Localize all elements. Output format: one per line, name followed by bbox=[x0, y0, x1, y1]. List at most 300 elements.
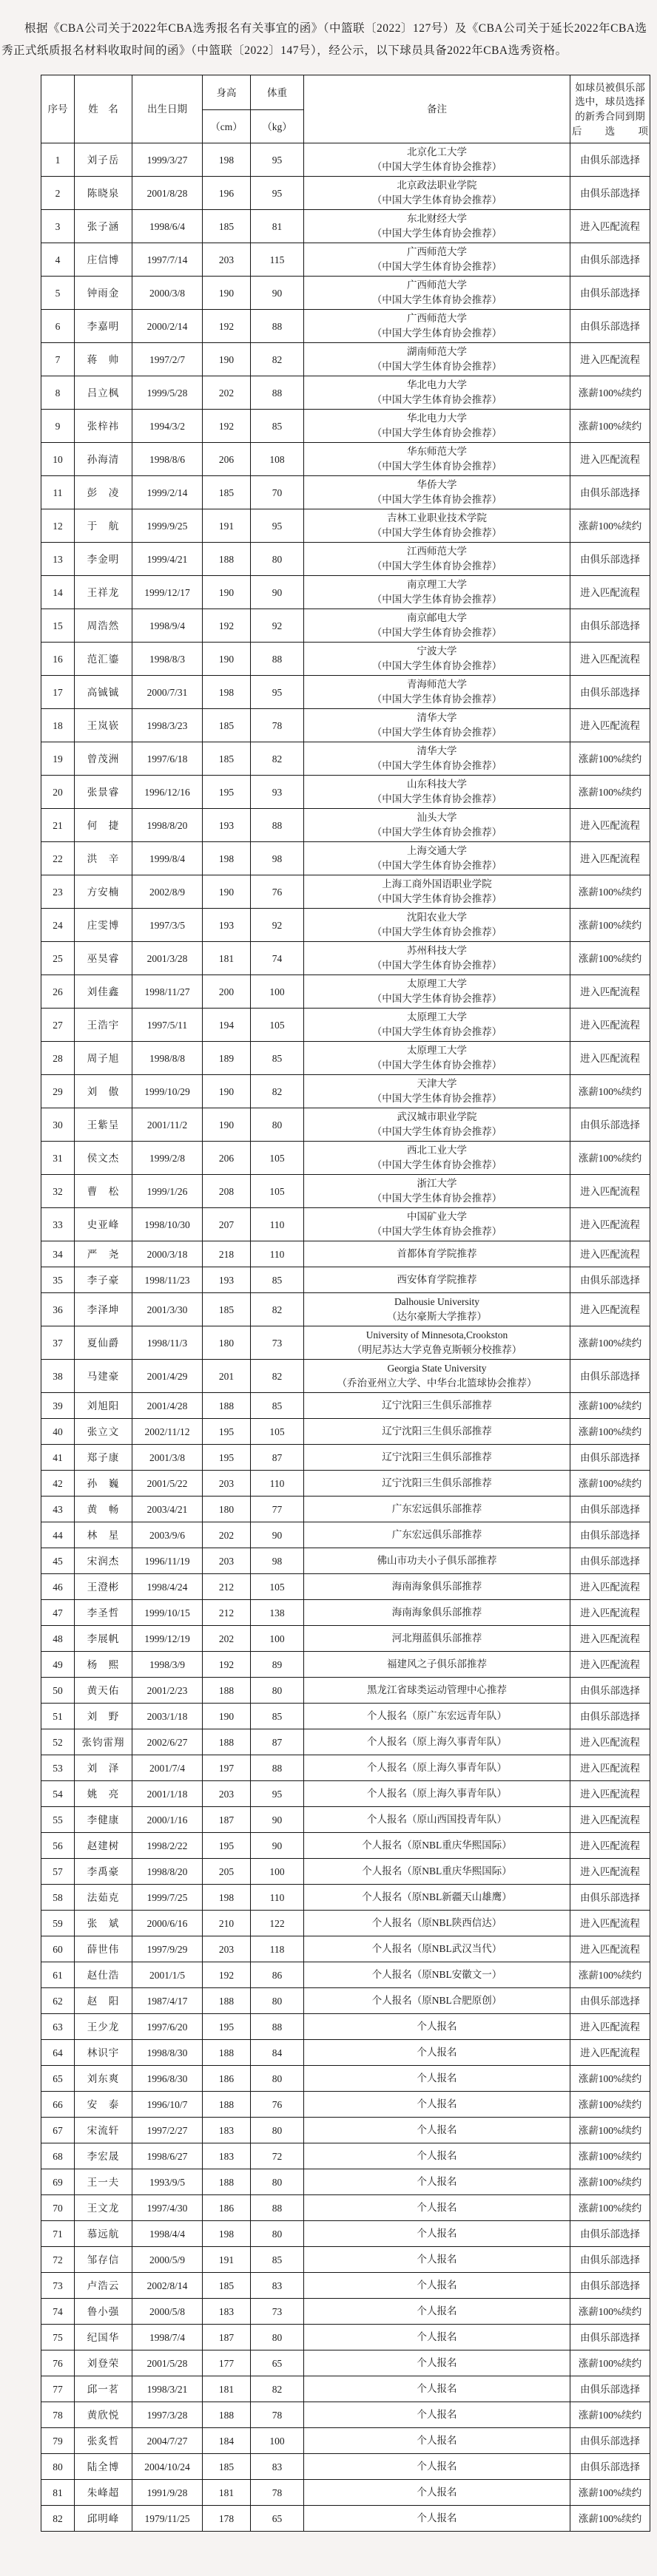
cell-weight: 98 bbox=[251, 842, 304, 875]
cell-no: 64 bbox=[41, 2040, 75, 2066]
cell-name: 夏仙爵 bbox=[75, 1326, 132, 1360]
cell-remark bbox=[304, 1600, 570, 1626]
table-row bbox=[41, 709, 650, 742]
table-row bbox=[41, 2506, 650, 2532]
cell-weight: 85 bbox=[251, 1267, 304, 1293]
cell-birth: 1997/6/20 bbox=[132, 2014, 203, 2040]
remark-line: 太原理工大学 bbox=[407, 1045, 467, 1057]
remark-line: 南京邮电大学 bbox=[407, 612, 467, 624]
cell-name: 王岚嵚 bbox=[75, 709, 132, 742]
cell-height: 210 bbox=[203, 1911, 251, 1936]
cell-weight: 82 bbox=[251, 1293, 304, 1326]
cell-birth: 1998/10/30 bbox=[132, 1208, 203, 1241]
cell-name: 孙 巍 bbox=[75, 1471, 132, 1497]
table-row bbox=[41, 909, 650, 942]
remark-line: 汕头大学 bbox=[417, 812, 457, 824]
table-row bbox=[41, 543, 650, 576]
cell-no: 32 bbox=[41, 1175, 75, 1208]
remark-line: （中国大学生体育协会推荐） bbox=[371, 294, 502, 306]
remark-line: （中国大学生体育协会推荐） bbox=[371, 760, 502, 772]
cell-birth: 2004/7/27 bbox=[132, 2428, 203, 2454]
cell-weight: 77 bbox=[251, 1497, 304, 1522]
cell-birth: 1996/10/7 bbox=[132, 2092, 203, 2118]
cell-birth: 1997/2/27 bbox=[132, 2118, 203, 2143]
cell-birth: 1998/8/8 bbox=[132, 1042, 203, 1075]
cell-name: 薛世伟 bbox=[75, 1936, 132, 1962]
cell-remark bbox=[304, 2350, 570, 2376]
cell-remark bbox=[304, 2299, 570, 2325]
cell-option: 涨薪100%续约 bbox=[570, 1326, 650, 1360]
cell-weight: 88 bbox=[251, 2014, 304, 2040]
cell-weight: 105 bbox=[251, 1574, 304, 1600]
remark-line: （中国大学生体育协会推荐） bbox=[371, 361, 502, 373]
cell-no: 77 bbox=[41, 2376, 75, 2402]
remark-line: 个人报名 bbox=[417, 2487, 457, 2498]
cell-no: 56 bbox=[41, 1833, 75, 1859]
cell-option: 由俱乐部选择 bbox=[570, 2376, 650, 2402]
remark-line: 个人报名（原NBL新疆天山雄鹰） bbox=[362, 1891, 512, 1903]
cell-remark bbox=[304, 1393, 570, 1419]
cell-name: 法茹克 bbox=[75, 1885, 132, 1911]
cell-remark bbox=[304, 643, 570, 676]
cell-weight: 122 bbox=[251, 1911, 304, 1936]
cell-height: 188 bbox=[203, 1729, 251, 1755]
cell-name: 宋流轩 bbox=[75, 2118, 132, 2143]
remark-line: 个人报名 bbox=[417, 2383, 457, 2395]
remark-line: 华东师范大学 bbox=[407, 446, 467, 458]
remark-line: （中国大学生体育协会推荐） bbox=[371, 827, 502, 838]
table-row bbox=[41, 1652, 650, 1678]
col-header-height: 身高 bbox=[203, 75, 251, 110]
cell-remark bbox=[304, 1142, 570, 1175]
cell-option: 涨薪100%续约 bbox=[570, 1471, 650, 1497]
table-row bbox=[41, 1142, 650, 1175]
table-row bbox=[41, 1009, 650, 1042]
cell-height: 193 bbox=[203, 809, 251, 842]
cell-birth: 1997/3/5 bbox=[132, 909, 203, 942]
cell-option: 涨薪100%续约 bbox=[570, 2480, 650, 2506]
cell-remark bbox=[304, 2066, 570, 2092]
cell-weight: 80 bbox=[251, 1108, 304, 1142]
cell-remark bbox=[304, 2118, 570, 2143]
cell-option: 进入匹配流程 bbox=[570, 1626, 650, 1652]
table-row bbox=[41, 1678, 650, 1704]
remark-line: 华北电力大学 bbox=[407, 413, 467, 424]
cell-birth: 1998/7/4 bbox=[132, 2325, 203, 2350]
cell-name: 王紫呈 bbox=[75, 1108, 132, 1142]
table-row bbox=[41, 1267, 650, 1293]
cell-option: 由俱乐部选择 bbox=[570, 1678, 650, 1704]
cell-height: 181 bbox=[203, 2480, 251, 2506]
cell-no: 36 bbox=[41, 1293, 75, 1326]
cell-option: 进入匹配流程 bbox=[570, 1729, 650, 1755]
cell-height: 192 bbox=[203, 1962, 251, 1988]
cell-name: 张梓祎 bbox=[75, 410, 132, 443]
cell-remark bbox=[304, 1042, 570, 1075]
cell-weight: 78 bbox=[251, 709, 304, 742]
cell-height: 212 bbox=[203, 1600, 251, 1626]
cell-name: 黄天佑 bbox=[75, 1678, 132, 1704]
cell-birth: 2000/1/16 bbox=[132, 1807, 203, 1833]
cell-name: 高铖铖 bbox=[75, 676, 132, 709]
cell-weight: 110 bbox=[251, 1208, 304, 1241]
cell-weight: 85 bbox=[251, 410, 304, 443]
cell-weight: 85 bbox=[251, 1042, 304, 1075]
cell-height: 188 bbox=[203, 1678, 251, 1704]
remark-line: 青海师范大学 bbox=[407, 679, 467, 691]
intro-paragraph: 根据《CBA公司关于2022年CBA选秀报名有关事宜的函》（中篮联〔2022〕127号）及《CBA公司关于延长2022年CBA选秀正式纸质报名材料收取时间的函》（中篮联〔2022〕147号），经公示，以下球员具备2022年CBA选秀资格。 bbox=[1, 21, 647, 57]
remark-line: 个人报名 bbox=[417, 2098, 457, 2110]
remark-line: 辽宁沈阳三生俱乐部推荐 bbox=[382, 1477, 492, 1489]
cell-height: 185 bbox=[203, 1293, 251, 1326]
cell-option: 进入匹配流程 bbox=[570, 1833, 650, 1859]
cell-birth: 1998/11/3 bbox=[132, 1326, 203, 1360]
cell-option: 进入匹配流程 bbox=[570, 709, 650, 742]
cell-no: 46 bbox=[41, 1574, 75, 1600]
table-row bbox=[41, 742, 650, 776]
cell-option: 进入匹配流程 bbox=[570, 1241, 650, 1267]
cell-remark bbox=[304, 1445, 570, 1471]
table-row bbox=[41, 2273, 650, 2299]
cell-birth: 1999/12/17 bbox=[132, 576, 203, 609]
cell-height: 207 bbox=[203, 1208, 251, 1241]
cell-option: 由俱乐部选择 bbox=[570, 476, 650, 509]
cell-remark bbox=[304, 709, 570, 742]
cell-no: 37 bbox=[41, 1326, 75, 1360]
table-row bbox=[41, 1108, 650, 1142]
cell-option: 进入匹配流程 bbox=[570, 809, 650, 842]
cell-name: 范汇鎏 bbox=[75, 643, 132, 676]
cell-name: 王文龙 bbox=[75, 2195, 132, 2221]
cell-remark bbox=[304, 2376, 570, 2402]
remark-line: 个人报名（原上海久事青年队） bbox=[367, 1736, 507, 1748]
cell-no: 79 bbox=[41, 2428, 75, 2454]
col-header-height-unit: （cm） bbox=[203, 110, 251, 143]
table-row bbox=[41, 1704, 650, 1729]
cell-height: 206 bbox=[203, 1142, 251, 1175]
cell-height: 185 bbox=[203, 210, 251, 243]
cell-birth: 1998/2/22 bbox=[132, 1833, 203, 1859]
remark-line: Dalhousie University bbox=[394, 1296, 480, 1308]
cell-weight: 105 bbox=[251, 1142, 304, 1175]
cell-name: 王少龙 bbox=[75, 2014, 132, 2040]
cell-option: 进入匹配流程 bbox=[570, 1911, 650, 1936]
cell-name: 张子涵 bbox=[75, 210, 132, 243]
cell-height: 188 bbox=[203, 2040, 251, 2066]
cell-height: 185 bbox=[203, 2454, 251, 2480]
remark-line: Georgia State University bbox=[387, 1363, 487, 1375]
cell-birth: 1998/4/24 bbox=[132, 1574, 203, 1600]
cell-height: 203 bbox=[203, 1781, 251, 1807]
cell-remark bbox=[304, 809, 570, 842]
cell-remark bbox=[304, 2092, 570, 2118]
cell-option: 由俱乐部选择 bbox=[570, 1497, 650, 1522]
cell-option: 由俱乐部选择 bbox=[570, 1988, 650, 2014]
cell-height: 203 bbox=[203, 1548, 251, 1574]
cell-birth: 1998/11/23 bbox=[132, 1267, 203, 1293]
cell-birth: 1999/12/19 bbox=[132, 1626, 203, 1652]
table-row bbox=[41, 1885, 650, 1911]
cell-option: 进入匹配流程 bbox=[570, 1755, 650, 1781]
cell-weight: 73 bbox=[251, 1326, 304, 1360]
cell-no: 1 bbox=[41, 143, 75, 177]
cell-option: 涨薪100%续约 bbox=[570, 1962, 650, 1988]
cell-remark bbox=[304, 2040, 570, 2066]
table-row bbox=[41, 1208, 650, 1241]
cell-weight: 95 bbox=[251, 1781, 304, 1807]
cell-weight: 87 bbox=[251, 1729, 304, 1755]
cell-birth: 1991/9/28 bbox=[132, 2480, 203, 2506]
cell-no: 4 bbox=[41, 243, 75, 277]
cell-weight: 88 bbox=[251, 376, 304, 410]
remark-line: （中国大学生体育协会推荐） bbox=[371, 1159, 502, 1171]
cell-no: 61 bbox=[41, 1962, 75, 1988]
cell-no: 81 bbox=[41, 2480, 75, 2506]
cell-birth: 1998/8/20 bbox=[132, 809, 203, 842]
cell-remark bbox=[304, 942, 570, 975]
cell-height: 218 bbox=[203, 1241, 251, 1267]
cell-option: 由俱乐部选择 bbox=[570, 1548, 650, 1574]
table-row bbox=[41, 2350, 650, 2376]
cell-option: 进入匹配流程 bbox=[570, 2040, 650, 2066]
cell-birth: 1999/7/25 bbox=[132, 1885, 203, 1911]
table-row bbox=[41, 243, 650, 277]
remark-line: 辽宁沈阳三生俱乐部推荐 bbox=[382, 1451, 492, 1463]
table-row bbox=[41, 143, 650, 177]
cell-option: 涨薪100%续约 bbox=[570, 1393, 650, 1419]
cell-no: 43 bbox=[41, 1497, 75, 1522]
cell-remark bbox=[304, 1419, 570, 1445]
table-row bbox=[41, 1807, 650, 1833]
cell-no: 2 bbox=[41, 177, 75, 210]
table-row bbox=[41, 1859, 650, 1885]
cell-birth: 1996/8/30 bbox=[132, 2066, 203, 2092]
table-row bbox=[41, 1936, 650, 1962]
cell-option: 涨薪100%续约 bbox=[570, 1075, 650, 1108]
cell-name: 刘佳鑫 bbox=[75, 975, 132, 1009]
cell-birth: 2002/8/14 bbox=[132, 2273, 203, 2299]
cell-no: 26 bbox=[41, 975, 75, 1009]
cell-remark bbox=[304, 1859, 570, 1885]
cell-no: 47 bbox=[41, 1600, 75, 1626]
cell-option: 由俱乐部选择 bbox=[570, 2325, 650, 2350]
table-row bbox=[41, 1445, 650, 1471]
cell-remark bbox=[304, 2480, 570, 2506]
cell-no: 30 bbox=[41, 1108, 75, 1142]
cell-no: 10 bbox=[41, 443, 75, 476]
cell-weight: 80 bbox=[251, 543, 304, 576]
cell-height: 185 bbox=[203, 476, 251, 509]
remark-line: 个人报名 bbox=[417, 2512, 457, 2524]
table-row bbox=[41, 1988, 650, 2014]
col-header-remark: 备注 bbox=[304, 75, 570, 143]
cell-no: 74 bbox=[41, 2299, 75, 2325]
cell-height: 203 bbox=[203, 243, 251, 277]
remark-line: （中国大学生体育协会推荐） bbox=[371, 993, 502, 1005]
cell-weight: 95 bbox=[251, 676, 304, 709]
cell-no: 68 bbox=[41, 2143, 75, 2169]
remark-line: 清华大学 bbox=[417, 712, 457, 724]
remark-line: （中国大学生体育协会推荐） bbox=[371, 194, 502, 206]
cell-no: 14 bbox=[41, 576, 75, 609]
cell-name: 邹存信 bbox=[75, 2247, 132, 2273]
cell-remark bbox=[304, 277, 570, 310]
cell-name: 卢浩云 bbox=[75, 2273, 132, 2299]
cell-height: 188 bbox=[203, 1988, 251, 2014]
cell-height: 202 bbox=[203, 1626, 251, 1652]
table-row bbox=[41, 509, 650, 543]
cell-option: 由俱乐部选择 bbox=[570, 1885, 650, 1911]
cell-remark bbox=[304, 2247, 570, 2273]
table-row bbox=[41, 2195, 650, 2221]
cell-no: 23 bbox=[41, 875, 75, 909]
cell-no: 28 bbox=[41, 1042, 75, 1075]
cell-remark bbox=[304, 1267, 570, 1293]
remark-line: （中国大学生体育协会推荐） bbox=[371, 1060, 502, 1071]
cell-remark bbox=[304, 310, 570, 343]
cell-birth: 1998/3/23 bbox=[132, 709, 203, 742]
cell-birth: 2004/10/24 bbox=[132, 2454, 203, 2480]
cell-remark bbox=[304, 177, 570, 210]
cell-height: 188 bbox=[203, 543, 251, 576]
cell-height: 195 bbox=[203, 2014, 251, 2040]
table-row bbox=[41, 1497, 650, 1522]
remark-line: （中国大学生体育协会推荐） bbox=[371, 627, 502, 639]
cell-option: 涨薪100%续约 bbox=[570, 2169, 650, 2195]
cell-height: 188 bbox=[203, 2092, 251, 2118]
cell-option: 进入匹配流程 bbox=[570, 1600, 650, 1626]
cell-name: 蒋 帅 bbox=[75, 343, 132, 376]
table-row bbox=[41, 177, 650, 210]
players-table bbox=[41, 75, 650, 2532]
table-row bbox=[41, 842, 650, 875]
remark-line: 个人报名 bbox=[417, 2176, 457, 2188]
cell-name: 林识宇 bbox=[75, 2040, 132, 2066]
cell-weight: 118 bbox=[251, 1936, 304, 1962]
cell-option: 涨薪100%续约 bbox=[570, 2506, 650, 2532]
cell-birth: 2001/2/23 bbox=[132, 1678, 203, 1704]
cell-height: 190 bbox=[203, 1704, 251, 1729]
remark-line: 个人报名（原NBL重庆华熙国际） bbox=[362, 1840, 512, 1851]
cell-no: 16 bbox=[41, 643, 75, 676]
table-row bbox=[41, 1471, 650, 1497]
cell-birth: 2001/7/4 bbox=[132, 1755, 203, 1781]
cell-name: 庄信博 bbox=[75, 243, 132, 277]
remark-line: （中国大学生体育协会推荐） bbox=[371, 261, 502, 273]
remark-line: 沈阳农业大学 bbox=[407, 912, 467, 923]
cell-no: 20 bbox=[41, 776, 75, 809]
remark-line: （中国大学生体育协会推荐） bbox=[371, 960, 502, 972]
cell-remark bbox=[304, 1497, 570, 1522]
cell-remark bbox=[304, 376, 570, 410]
table-row bbox=[41, 776, 650, 809]
cell-height: 196 bbox=[203, 177, 251, 210]
remark-line: 辽宁沈阳三生俱乐部推荐 bbox=[382, 1426, 492, 1437]
cell-name: 王澄彬 bbox=[75, 1574, 132, 1600]
cell-option: 进入匹配流程 bbox=[570, 842, 650, 875]
table-row bbox=[41, 2143, 650, 2169]
cell-option: 由俱乐部选择 bbox=[570, 277, 650, 310]
cell-option: 由俱乐部选择 bbox=[570, 676, 650, 709]
cell-no: 48 bbox=[41, 1626, 75, 1652]
cell-birth: 2000/2/14 bbox=[132, 310, 203, 343]
cell-remark bbox=[304, 343, 570, 376]
cell-remark bbox=[304, 2402, 570, 2428]
cell-remark bbox=[304, 975, 570, 1009]
cell-remark bbox=[304, 1522, 570, 1548]
cell-no: 18 bbox=[41, 709, 75, 742]
table-row bbox=[41, 1522, 650, 1548]
cell-name: 张景睿 bbox=[75, 776, 132, 809]
remark-line: 个人报名 bbox=[417, 2021, 457, 2033]
cell-no: 71 bbox=[41, 2221, 75, 2247]
cell-height: 188 bbox=[203, 1393, 251, 1419]
cell-weight: 89 bbox=[251, 1652, 304, 1678]
table-row bbox=[41, 1962, 650, 1988]
remark-line: （中国大学生体育协会推荐） bbox=[371, 394, 502, 406]
cell-no: 60 bbox=[41, 1936, 75, 1962]
remark-line: （中国大学生体育协会推荐） bbox=[371, 494, 502, 506]
cell-no: 22 bbox=[41, 842, 75, 875]
cell-no: 17 bbox=[41, 676, 75, 709]
cell-no: 34 bbox=[41, 1241, 75, 1267]
cell-height: 203 bbox=[203, 1936, 251, 1962]
cell-height: 198 bbox=[203, 2221, 251, 2247]
remark-line: （中国大学生体育协会推荐） bbox=[371, 1126, 502, 1138]
remark-line: 上海工商外国语职业学院 bbox=[382, 878, 492, 890]
cell-birth: 1997/2/7 bbox=[132, 343, 203, 376]
cell-weight: 82 bbox=[251, 1360, 304, 1393]
cell-weight: 80 bbox=[251, 1988, 304, 2014]
cell-no: 45 bbox=[41, 1548, 75, 1574]
cell-name: 李泽坤 bbox=[75, 1293, 132, 1326]
table-row bbox=[41, 2299, 650, 2325]
table-row bbox=[41, 343, 650, 376]
cell-weight: 70 bbox=[251, 476, 304, 509]
cell-birth: 2001/3/8 bbox=[132, 1445, 203, 1471]
table-row bbox=[41, 376, 650, 410]
cell-option: 由俱乐部选择 bbox=[570, 1108, 650, 1142]
remark-line: 太原理工大学 bbox=[407, 978, 467, 990]
table-row bbox=[41, 2247, 650, 2273]
cell-weight: 80 bbox=[251, 2066, 304, 2092]
cell-weight: 110 bbox=[251, 1471, 304, 1497]
cell-weight: 82 bbox=[251, 343, 304, 376]
remark-line: 个人报名（原NBL合肥原创） bbox=[371, 1995, 502, 2007]
cell-birth: 1998/8/20 bbox=[132, 1859, 203, 1885]
cell-remark bbox=[304, 1360, 570, 1393]
cell-no: 15 bbox=[41, 609, 75, 643]
cell-name: 刘东爽 bbox=[75, 2066, 132, 2092]
cell-height: 208 bbox=[203, 1175, 251, 1208]
cell-weight: 108 bbox=[251, 443, 304, 476]
cell-name: 陈晓泉 bbox=[75, 177, 132, 210]
cell-height: 194 bbox=[203, 1009, 251, 1042]
cell-remark bbox=[304, 1626, 570, 1652]
cell-weight: 110 bbox=[251, 1885, 304, 1911]
cell-remark bbox=[304, 1833, 570, 1859]
remark-line: （乔治亚州立大学、中华台北篮球协会推荐） bbox=[337, 1377, 537, 1389]
cell-option: 涨薪100%续约 bbox=[570, 2118, 650, 2143]
cell-birth: 2001/5/22 bbox=[132, 1471, 203, 1497]
remark-line: 宁波大学 bbox=[417, 645, 457, 657]
table-row bbox=[41, 1419, 650, 1445]
cell-remark bbox=[304, 1108, 570, 1142]
cell-weight: 105 bbox=[251, 1419, 304, 1445]
remark-line: （达尔豪斯大学推荐） bbox=[387, 1311, 487, 1323]
cell-option: 进入匹配流程 bbox=[570, 1807, 650, 1833]
cell-option: 进入匹配流程 bbox=[570, 1293, 650, 1326]
